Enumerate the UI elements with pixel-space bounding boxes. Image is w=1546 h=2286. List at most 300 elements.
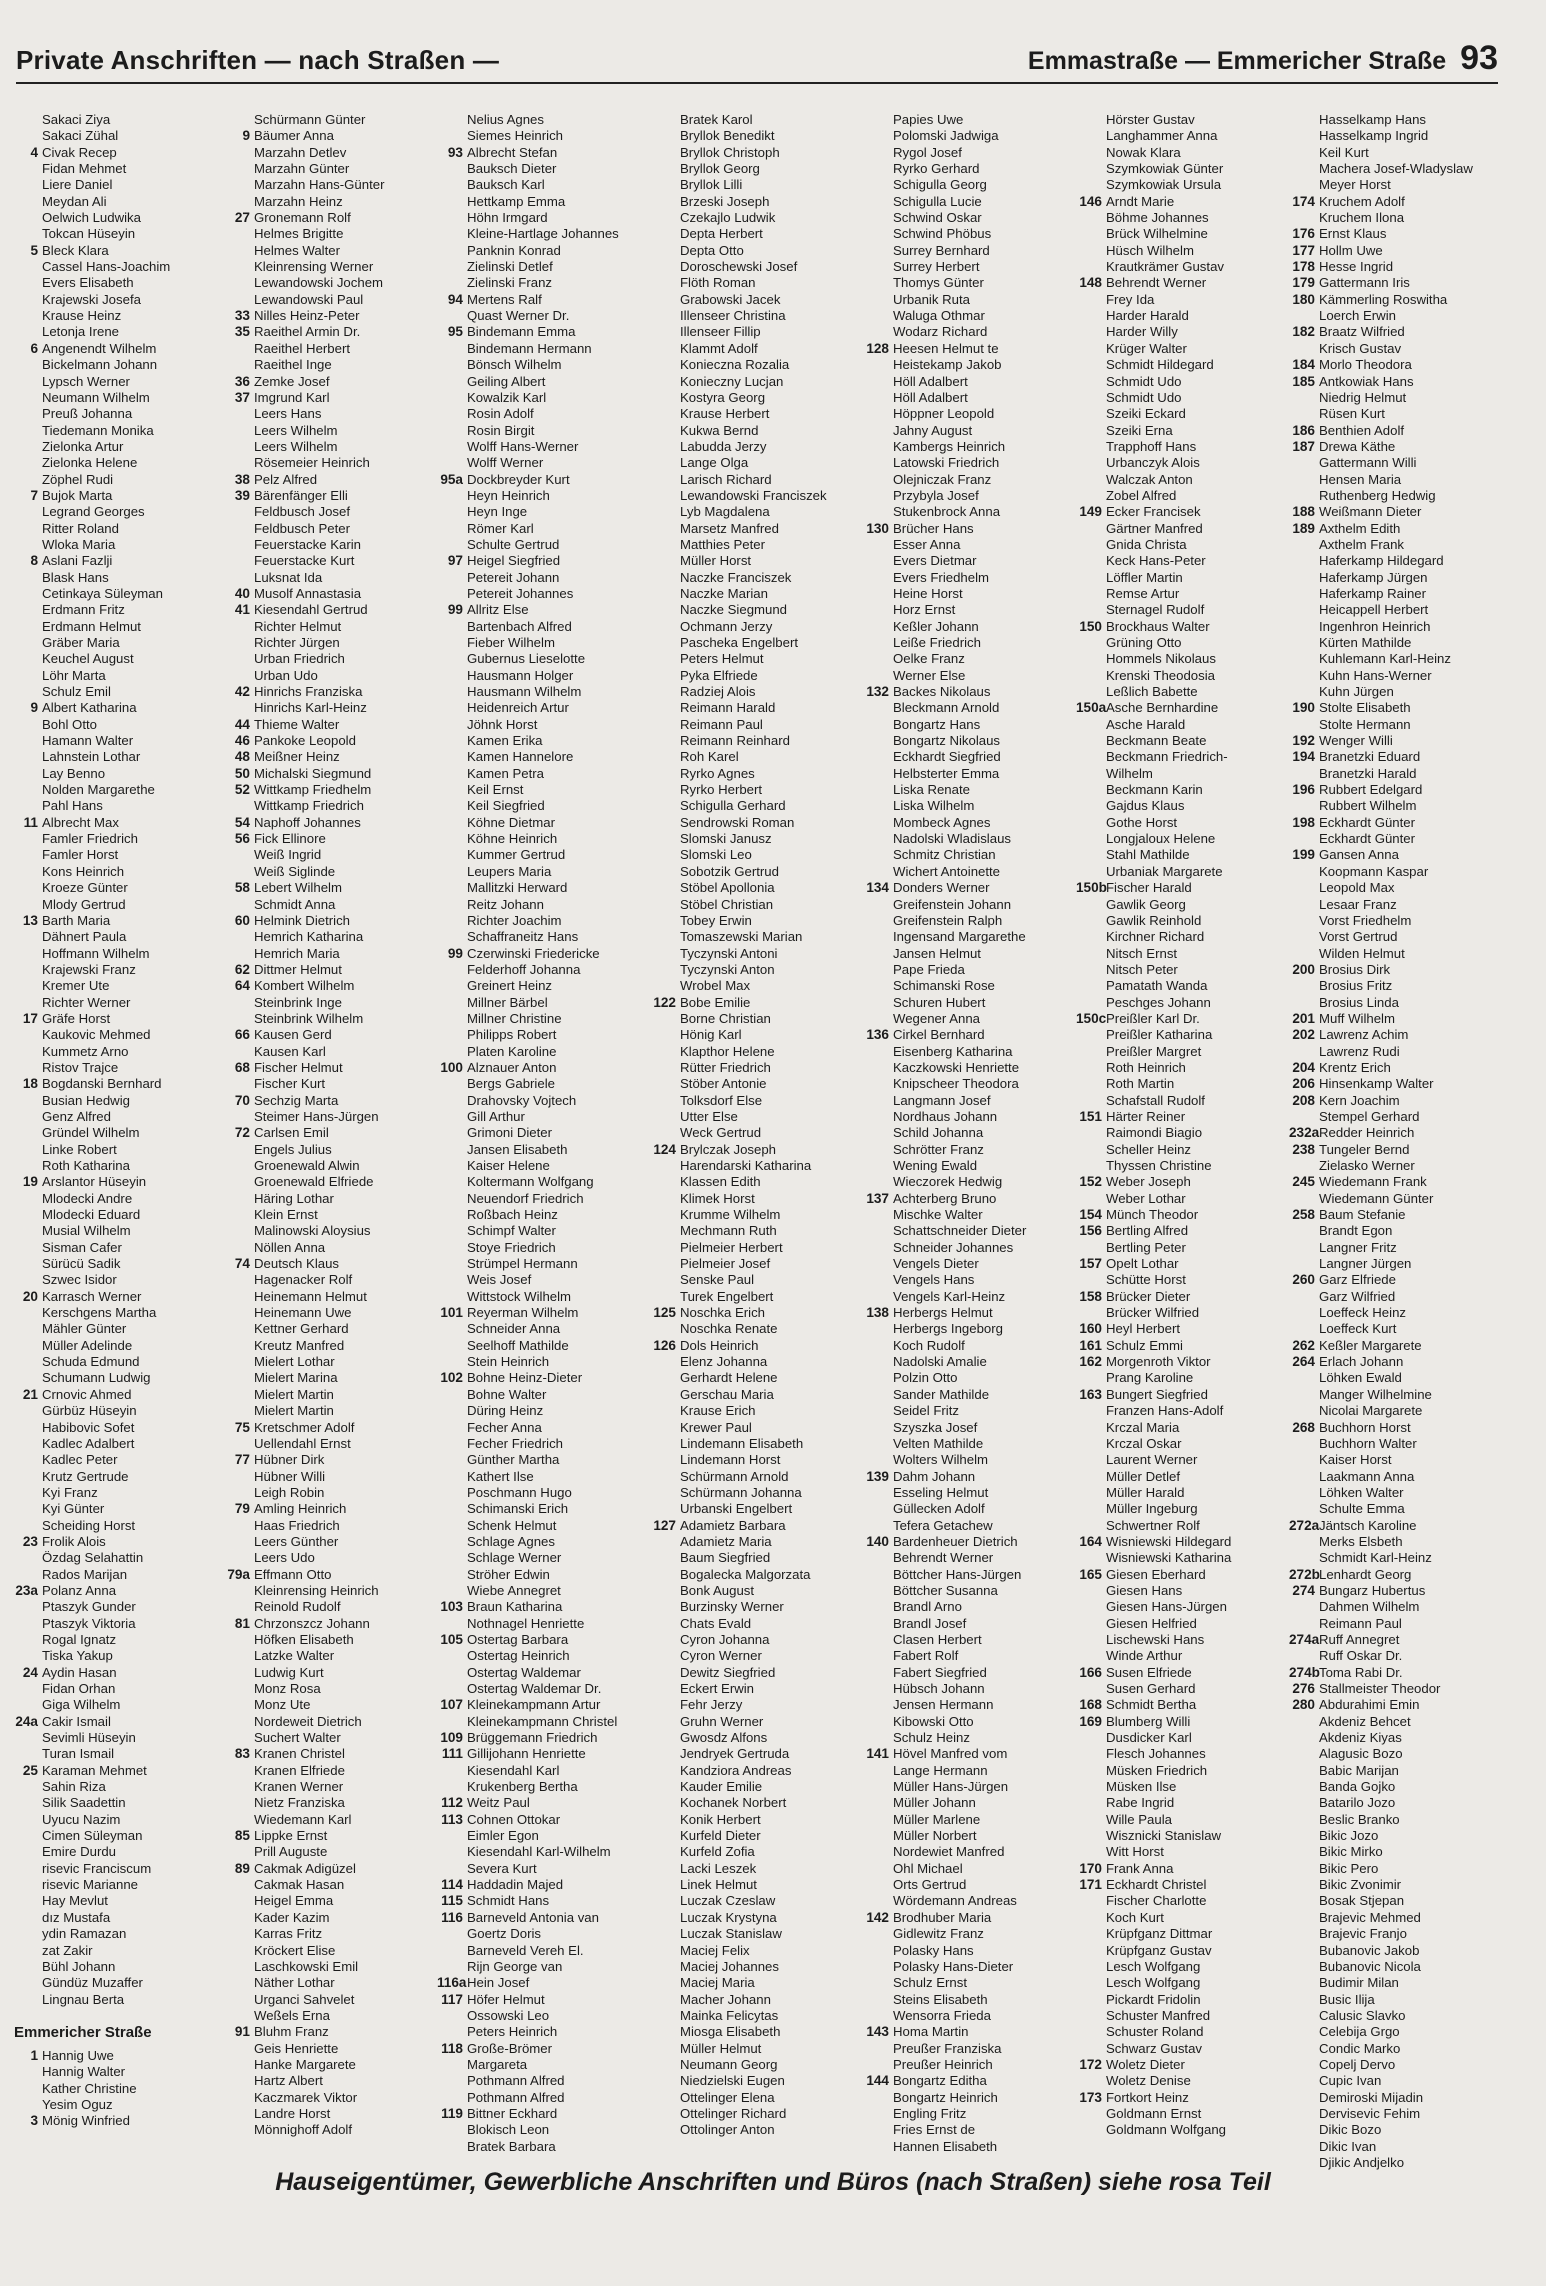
resident-name: Ingenhron Heinrich	[1319, 618, 1431, 634]
resident-name: Keil Kurt	[1319, 144, 1369, 160]
house-number	[863, 488, 893, 504]
directory-entry	[1076, 128, 1289, 144]
directory-entry	[1076, 570, 1289, 586]
house-number	[1289, 2057, 1319, 2073]
house-number	[437, 1403, 467, 1419]
directory-entry	[650, 406, 863, 422]
directory-entry	[1289, 243, 1502, 259]
resident-name: Gawlik Reinhold	[1106, 912, 1202, 928]
directory-entry	[437, 145, 650, 161]
house-number	[863, 1370, 893, 1386]
house-number	[863, 1142, 893, 1158]
directory-entry	[224, 161, 437, 177]
resident-name: Yesim Oguz	[42, 2096, 113, 2112]
directory-entry	[1289, 1567, 1502, 1583]
house-number	[437, 1272, 467, 1288]
directory-entry	[224, 1387, 437, 1403]
house-number	[650, 831, 680, 847]
resident-name: Brücker Wilfried	[1106, 1305, 1200, 1321]
resident-name: Jansen Helmut	[893, 945, 981, 961]
directory-entry	[12, 586, 224, 602]
resident-name: Wille Paula	[1106, 1811, 1172, 1827]
resident-name: Brylczak Joseph	[680, 1141, 777, 1157]
house-number	[1076, 423, 1106, 439]
directory-entry	[650, 1616, 863, 1632]
resident-name: Tyczynski Anton	[680, 961, 775, 977]
house-number	[224, 537, 254, 553]
house-number: 132	[866, 684, 889, 700]
resident-name: Jöhnk Horst	[467, 716, 538, 732]
resident-name: Rubbert Wilhelm	[1319, 798, 1417, 814]
directory-entry	[863, 1272, 1076, 1288]
resident-name: Kurfeld Zofia	[680, 1844, 755, 1860]
resident-name: Fecher Anna	[467, 1419, 542, 1435]
house-number	[437, 1436, 467, 1452]
resident-name: Cohnen Ottokar	[467, 1811, 561, 1827]
house-number	[650, 1272, 680, 1288]
resident-name: Bohl Otto	[42, 716, 97, 732]
house-number: 112	[441, 1795, 463, 1811]
resident-name: Bühl Johann	[42, 1958, 116, 1974]
directory-entry	[1289, 406, 1502, 422]
resident-name: Heinemann Uwe	[254, 1305, 352, 1321]
directory-entry	[650, 1730, 863, 1746]
directory-entry	[12, 1289, 224, 1305]
house-number	[650, 1485, 680, 1501]
resident-name: Kretschmer Adolf	[254, 1419, 355, 1435]
house-number: 105	[440, 1631, 463, 1647]
directory-entry	[863, 521, 1076, 537]
directory-entry	[437, 1583, 650, 1599]
directory-entry	[224, 602, 437, 618]
directory-entry	[1076, 1403, 1289, 1419]
house-number	[1289, 308, 1319, 324]
resident-name: Brzeski Joseph	[680, 193, 770, 209]
resident-name: Rütter Friedrich	[680, 1059, 771, 1075]
resident-name: Kons Heinrich	[42, 863, 125, 879]
house-number	[1289, 1648, 1319, 1664]
directory-entry	[437, 1844, 650, 1860]
directory-entry	[437, 897, 650, 913]
directory-entry	[1076, 292, 1289, 308]
directory-entry	[650, 717, 863, 733]
directory-entry	[1076, 504, 1289, 520]
directory-entry	[1289, 1746, 1502, 1762]
resident-name: Szymkowiak Günter	[1106, 161, 1224, 177]
resident-name: Flesch Johannes	[1106, 1746, 1206, 1762]
house-number: 37	[234, 389, 250, 405]
directory-entry	[1289, 602, 1502, 618]
directory-entry	[863, 978, 1076, 994]
directory-entry	[1289, 128, 1502, 144]
resident-name: Kummer Gertrud	[467, 847, 566, 863]
resident-name: Millner Bärbel	[467, 994, 548, 1010]
directory-entry	[650, 635, 863, 651]
house-number: 50	[234, 765, 250, 781]
resident-name: Slomski Leo	[680, 847, 752, 863]
house-number	[650, 1240, 680, 1256]
directory-entry	[1289, 1011, 1502, 1027]
house-number	[437, 194, 467, 210]
directory-entry	[1289, 1730, 1502, 1746]
house-number	[863, 1616, 893, 1632]
directory-entry	[1076, 1207, 1289, 1223]
house-number	[12, 635, 42, 651]
resident-name: Arslantor Hüseyin	[42, 1174, 147, 1190]
house-number	[224, 1387, 254, 1403]
resident-name: Knipscheer Theodora	[893, 1076, 1019, 1092]
resident-name: Zielinski Franz	[467, 275, 553, 291]
resident-name: Frank Anna	[1106, 1860, 1174, 1876]
house-number	[1289, 1893, 1319, 1909]
resident-name: Kettner Gerhard	[254, 1321, 349, 1337]
directory-entry	[650, 1959, 863, 1975]
resident-name: Heigel Siegfried	[467, 553, 561, 569]
house-number: 171	[1079, 1877, 1102, 1893]
house-number	[1289, 1616, 1319, 1632]
directory-entry	[650, 847, 863, 863]
house-number: 109	[440, 1730, 463, 1746]
resident-name: Malinowski Aloysius	[254, 1223, 371, 1239]
directory-entry	[650, 210, 863, 226]
directory-entry	[437, 1321, 650, 1337]
directory-entry	[863, 390, 1076, 406]
house-number	[1289, 897, 1319, 913]
directory-entry	[224, 1027, 437, 1043]
house-number	[863, 602, 893, 618]
directory-entry	[437, 995, 650, 1011]
directory-entry	[1289, 635, 1502, 651]
house-number: 160	[1079, 1321, 1102, 1337]
house-number	[863, 1256, 893, 1272]
house-number	[1289, 128, 1319, 144]
house-number: 77	[234, 1452, 250, 1468]
house-number	[437, 1354, 467, 1370]
resident-name: Fabert Siegfried	[893, 1664, 987, 1680]
resident-name: Hasselkamp Ingrid	[1319, 128, 1429, 144]
house-number	[1289, 602, 1319, 618]
resident-name: Reitz Johann	[467, 896, 544, 912]
resident-name: Feldbusch Peter	[254, 520, 351, 536]
house-number: 150a	[1076, 700, 1107, 716]
directory-entry	[224, 2122, 437, 2138]
house-number	[1289, 1714, 1319, 1730]
directory-entry	[650, 978, 863, 994]
resident-name: Schwind Phöbus	[893, 226, 992, 242]
directory-entry	[650, 929, 863, 945]
house-number	[437, 308, 467, 324]
directory-entry	[650, 1469, 863, 1485]
house-number	[1076, 1943, 1106, 1959]
resident-name: Schimanski Erich	[467, 1501, 569, 1517]
house-number	[437, 635, 467, 651]
directory-entry	[650, 2008, 863, 2024]
directory-entry	[650, 1665, 863, 1681]
resident-name: Leers Wilhelm	[254, 438, 338, 454]
directory-entry	[224, 831, 437, 847]
directory-entry	[437, 292, 650, 308]
resident-name: Frolik Alois	[42, 1533, 106, 1549]
house-number	[1076, 1550, 1106, 1566]
house-number	[12, 308, 42, 324]
directory-entry	[650, 1289, 863, 1305]
house-number	[863, 1861, 893, 1877]
house-number	[1076, 995, 1106, 1011]
directory-entry	[437, 128, 650, 144]
resident-name: Heesen Helmut te	[893, 340, 999, 356]
resident-name: Urbanczyk Alois	[1106, 455, 1200, 471]
resident-name: Roth Katharina	[42, 1158, 130, 1173]
resident-name: Brosius Dirk	[1319, 961, 1391, 977]
resident-name: Barth Maria	[42, 912, 111, 928]
house-number	[437, 864, 467, 880]
directory-entry	[1076, 455, 1289, 471]
house-number	[437, 1943, 467, 1959]
house-number	[650, 897, 680, 913]
resident-name: Gündüz Muzaffer	[42, 1975, 143, 1991]
directory-entry	[1076, 1534, 1289, 1550]
resident-name: Lewandowski Jochem	[254, 275, 384, 291]
resident-name: Latzke Walter	[254, 1648, 335, 1664]
directory-entry	[224, 586, 437, 602]
house-number	[12, 570, 42, 586]
house-number	[650, 357, 680, 373]
directory-entry	[12, 112, 224, 128]
directory-entry	[224, 1452, 437, 1468]
resident-name: Marzahn Heinz	[254, 193, 343, 209]
directory-entry	[863, 1763, 1076, 1779]
directory-entry	[437, 1861, 650, 1877]
directory-entry	[224, 1518, 437, 1534]
resident-name: Ostertag Barbara	[467, 1631, 569, 1647]
resident-name: Lewandowski Franciszek	[680, 487, 827, 503]
resident-name: Bobe Emilie	[680, 994, 751, 1010]
resident-name: Ruthenberg Hedwig	[1319, 487, 1436, 503]
resident-name: Mechmann Ruth	[680, 1223, 777, 1239]
resident-name: Albrecht Stefan	[467, 144, 558, 160]
directory-entry	[1076, 2106, 1289, 2122]
resident-name: Müller Johann	[893, 1795, 976, 1811]
resident-name: Branetzki Harald	[1319, 765, 1417, 781]
directory-entry	[224, 668, 437, 684]
house-number	[863, 357, 893, 373]
resident-name: Bauksch Karl	[467, 177, 545, 193]
house-number	[650, 243, 680, 259]
directory-entry	[650, 831, 863, 847]
house-number	[1076, 1730, 1106, 1746]
house-number	[1289, 161, 1319, 177]
house-number	[863, 439, 893, 455]
house-number	[12, 1354, 42, 1370]
house-number	[224, 1469, 254, 1485]
house-number	[1289, 1943, 1319, 1959]
resident-name: Lawrenz Achim	[1319, 1027, 1409, 1043]
directory-entry	[12, 1681, 224, 1697]
directory-entry	[12, 1027, 224, 1043]
resident-name: Zobel Alfred	[1106, 487, 1177, 503]
house-number: 72	[234, 1125, 250, 1141]
resident-name: Heistekamp Jakob	[893, 357, 1002, 373]
house-number	[437, 700, 467, 716]
house-number	[863, 847, 893, 863]
resident-name: Mlody Gertrud	[42, 896, 126, 912]
resident-name: Ostertag Waldemar	[467, 1664, 581, 1680]
resident-name: Marzahn Hans-Günter	[254, 177, 385, 193]
house-number	[224, 570, 254, 586]
resident-name: Barneveld Vereh El.	[467, 1942, 584, 1958]
resident-name: Susen Gerhard	[1106, 1681, 1196, 1696]
house-number	[863, 374, 893, 390]
resident-name: Schattschneider Dieter	[893, 1223, 1027, 1239]
directory-entry	[1076, 1844, 1289, 1860]
house-number	[863, 1550, 893, 1566]
house-number	[437, 2008, 467, 2024]
house-number: 148	[1079, 275, 1102, 291]
house-number	[12, 537, 42, 553]
directory-entry	[1076, 112, 1289, 128]
resident-name: Kiesendahl Karl	[467, 1762, 560, 1778]
directory-entry	[12, 537, 224, 553]
house-number	[224, 2057, 254, 2073]
directory-entry	[12, 1567, 224, 1583]
house-number	[863, 1501, 893, 1517]
directory-entry	[437, 766, 650, 782]
resident-name: Nietz Franziska	[254, 1795, 345, 1811]
directory-entry	[1289, 374, 1502, 390]
directory-entry	[650, 798, 863, 814]
house-number	[12, 684, 42, 700]
directory-entry	[437, 2139, 650, 2155]
resident-name: Ritter Roland	[42, 520, 119, 536]
directory-entry	[437, 1746, 650, 1762]
house-number: 20	[22, 1288, 38, 1304]
house-number	[1076, 308, 1106, 324]
directory-entry	[437, 1632, 650, 1648]
resident-name: Stahl Mathilde	[1106, 847, 1190, 863]
resident-name: Abdurahimi Emin	[1319, 1697, 1420, 1713]
resident-name: Turek Engelbert	[680, 1288, 774, 1304]
directory-entry	[1076, 2008, 1289, 2024]
house-number	[650, 864, 680, 880]
house-number	[1076, 1436, 1106, 1452]
directory-entry	[12, 1992, 224, 2008]
directory-entry	[12, 177, 224, 193]
house-number	[1076, 292, 1106, 308]
directory-entry	[12, 684, 224, 700]
directory-entry	[1076, 1910, 1289, 1926]
house-number: 178	[1292, 259, 1315, 275]
directory-entry	[1289, 1844, 1502, 1860]
directory-entry	[12, 243, 224, 259]
directory-entry	[650, 488, 863, 504]
house-number	[1076, 1076, 1106, 1092]
directory-entry	[12, 1665, 224, 1681]
resident-name: Gräfe Horst	[42, 1010, 111, 1026]
house-number	[1076, 128, 1106, 144]
directory-entry	[1289, 537, 1502, 553]
house-number	[437, 684, 467, 700]
house-number	[437, 1174, 467, 1190]
directory-entry	[12, 1370, 224, 1386]
directory-entry	[224, 455, 437, 471]
house-number	[650, 1403, 680, 1419]
directory-entry	[437, 1174, 650, 1190]
resident-name: Ottelinger Richard	[680, 2105, 787, 2121]
directory-entry	[437, 406, 650, 422]
directory-entry	[437, 553, 650, 569]
house-number	[1076, 782, 1106, 798]
resident-name: Schmidt Karl-Heinz	[1319, 1550, 1432, 1566]
house-number	[12, 177, 42, 193]
resident-name: Alagusic Bozo	[1319, 1746, 1403, 1762]
resident-name: Tyczynski Antoni	[680, 945, 778, 961]
house-number	[437, 619, 467, 635]
directory-entry	[1076, 1044, 1289, 1060]
directory-entry	[1289, 1125, 1502, 1141]
house-number	[12, 766, 42, 782]
resident-name: Hay Mevlut	[42, 1893, 108, 1909]
directory-entry	[224, 1583, 437, 1599]
house-number	[224, 439, 254, 455]
resident-name: Tefera Getachew	[893, 1517, 993, 1533]
directory-entry	[437, 112, 650, 128]
directory-entry	[863, 1191, 1076, 1207]
resident-name: Tungeler Bernd	[1319, 1141, 1410, 1157]
resident-name: Preuß Johanna	[42, 406, 133, 422]
directory-entry	[224, 1959, 437, 1975]
directory-entry	[12, 1321, 224, 1337]
house-number	[863, 1828, 893, 1844]
directory-entry	[12, 455, 224, 471]
resident-name: Wisznicki Stanislaw	[1106, 1828, 1222, 1844]
resident-name: Lypsch Werner	[42, 373, 130, 389]
house-number	[863, 1518, 893, 1534]
directory-entry	[863, 815, 1076, 831]
house-number	[437, 1420, 467, 1436]
house-number	[437, 455, 467, 471]
resident-name: Kyi Günter	[42, 1501, 105, 1517]
house-number	[437, 1550, 467, 1566]
resident-name: Cakmak Hasan	[254, 1877, 345, 1893]
resident-name: Eckert Erwin	[680, 1681, 755, 1696]
house-number	[650, 341, 680, 357]
house-number	[1076, 259, 1106, 275]
directory-entry	[650, 1125, 863, 1141]
resident-name: Bryllok Georg	[680, 161, 760, 177]
directory-entry	[12, 962, 224, 978]
directory-entry	[1289, 1485, 1502, 1501]
house-number	[650, 2024, 680, 2040]
directory-entry	[1076, 1093, 1289, 1109]
house-number: 177	[1292, 242, 1315, 258]
house-number: 4	[30, 144, 38, 160]
house-number	[437, 2024, 467, 2040]
house-number	[224, 1583, 254, 1599]
directory-entry	[12, 1697, 224, 1713]
house-number	[650, 504, 680, 520]
house-number: 1	[30, 2047, 38, 2063]
house-number	[650, 586, 680, 602]
house-number	[437, 112, 467, 128]
house-number	[650, 602, 680, 618]
house-number	[1289, 2122, 1319, 2138]
directory-entry	[12, 292, 224, 308]
house-number	[1289, 929, 1319, 945]
house-number: 5	[30, 242, 38, 258]
resident-name: Bäumer Anna	[254, 128, 334, 144]
resident-name: Kleinrensing Heinrich	[254, 1582, 379, 1598]
house-number: 116a	[437, 1975, 467, 1991]
